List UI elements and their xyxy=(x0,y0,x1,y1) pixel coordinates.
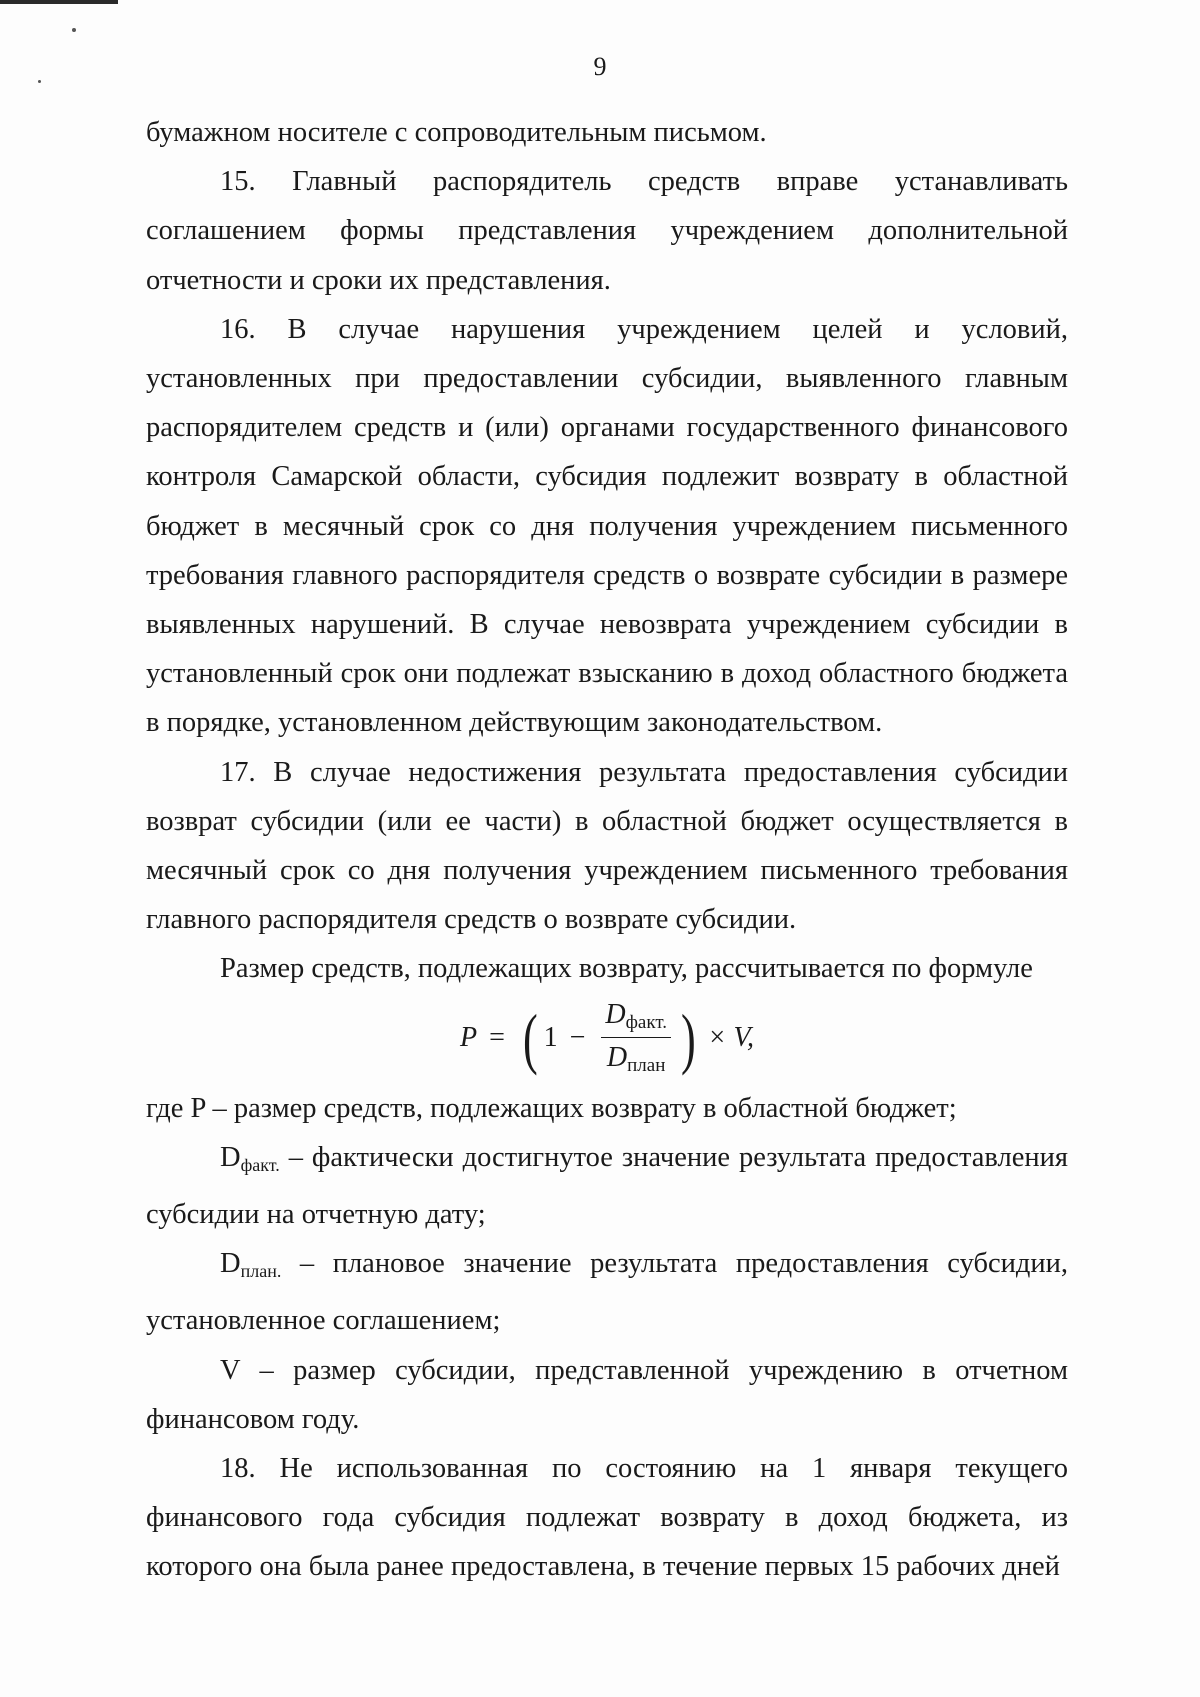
formula-minus: − xyxy=(569,1022,586,1054)
paragraph-15: 15. Главный распорядитель средств вправе устанавливать соглашением формы представления учреждением дополнительной отчетности и сроки их представления. xyxy=(146,166,1068,296)
formula-intro: Размер средств, подлежащих возврату, рассчитывается по формуле xyxy=(220,953,1033,985)
refund-formula xyxy=(146,990,1068,1086)
formula-left-paren: ( xyxy=(522,999,538,1076)
formula-lhs: P xyxy=(460,1022,478,1054)
formula-denominator xyxy=(603,1038,670,1078)
paragraph-continuation: бумажном носителе с сопроводительным письмом. xyxy=(146,117,767,148)
scan-edge-mark xyxy=(0,0,118,4)
denominator-symbol: D xyxy=(606,1042,628,1074)
d-fact-text: – фактически достигнутое значение результата предоставления субсидии на отчетную дату; xyxy=(146,1141,1068,1231)
numerator-subscript: факт. xyxy=(625,1012,667,1034)
numerator-symbol: D xyxy=(605,999,626,1031)
formula-right-paren: ) xyxy=(680,999,696,1076)
d-fact-subscript: факт. xyxy=(240,1154,280,1175)
page-number: 9 xyxy=(593,52,607,81)
formula-times-v: × V, xyxy=(707,1022,754,1054)
d-fact-symbol: D xyxy=(220,1141,241,1173)
formula-one: 1 xyxy=(543,1022,558,1054)
definition-p: где P – размер средств, подлежащих возврату в областной бюджет; xyxy=(146,1092,957,1124)
formula-equals: = xyxy=(489,1022,505,1054)
definition-d-plan xyxy=(146,1239,1068,1345)
document-body xyxy=(146,108,1068,1592)
d-plan-text: – плановое значение результата предоставления субсидии, установленное соглашением; xyxy=(146,1248,1068,1337)
paragraph-16: 16. В случае нарушения учреждением целей и условий, установленных при предоставлении субсидии, выявленного главным распорядителем средств и (или) органами государственного финансового контроля Самарской области, субсидия подлежит возврату в областной бюджет в месячный срок со дня получения учреждением письменного требования главного распорядителя средств о возврате субсидии в размере выявленных нарушений. В случае невозврата учреждением субсидии в установленный срок они подлежат взысканию в доход областного бюджета в порядке, установленном действующим законодательством. xyxy=(146,313,1068,739)
d-plan-symbol: D xyxy=(220,1248,241,1280)
formula-fraction xyxy=(601,997,671,1078)
formula-numerator xyxy=(601,997,671,1038)
d-plan-subscript: план. xyxy=(240,1261,282,1282)
scan-dot xyxy=(72,28,76,32)
definition-d-fact xyxy=(146,1133,1068,1239)
paragraph-17: 17. В случае недостижения результата предоставления субсидии возврат субсидии (или ее части) в областной бюджет осуществляется в месячный срок со дня получения учреждением письменного требования главного распорядителя средств о возврате субсидии. xyxy=(146,756,1068,936)
denominator-subscript: план xyxy=(627,1055,666,1077)
paragraph-18: 18. Не использованная по состоянию на 1 января текущего финансового года субсидия подлежат возврату в доход бюджета, из которого она была ранее предоставлена, в течение первых 15 рабочих дней xyxy=(146,1453,1068,1583)
definition-v: V – размер субсидии, представленной учреждению в отчетном финансовом году. xyxy=(146,1354,1068,1435)
